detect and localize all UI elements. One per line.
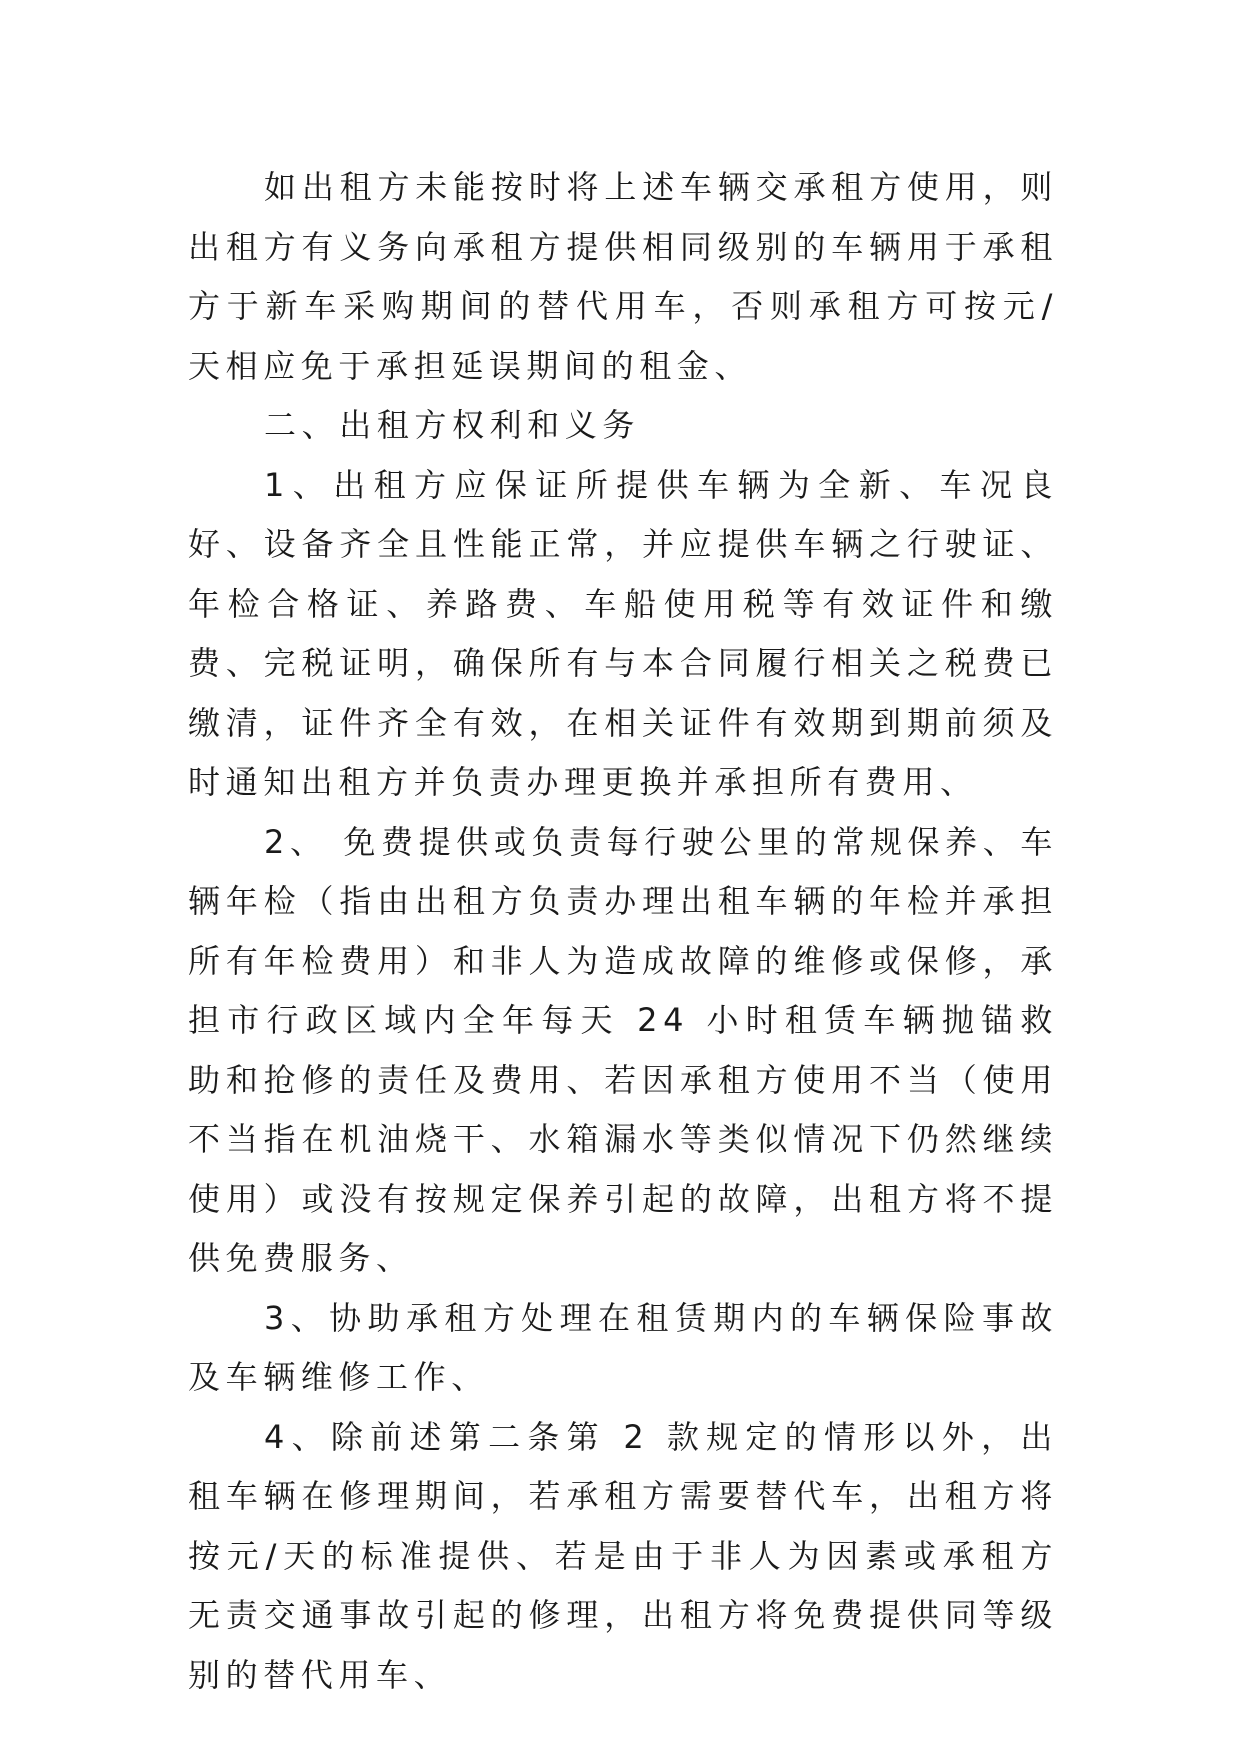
clause-3: 3、协助承租方处理在租赁期内的车辆保险事故及车辆维修工作、 — [188, 1298, 1058, 1396]
clause-2: 2、 免费提供或负责每行驶公里的常规保养、车辆年检（指由出租方负责办理出租车辆的年检并承担所有年检费用）和非人为造成故障的维修或保修，承担市行政区域内全年每天 24 小时租赁车辆抛锚救助和抢修的责任及费用、若因承租方使用不当（使用不当指在机油烧干、水箱漏水等类似情况下仍然继续使用）或没有按规定保养引起的故障，出租方将不提供免费服务、 — [188, 822, 1058, 1277]
paragraph-lease-delay: 如出租方未能按时将上述车辆交承租方使用，则出租方有义务向承租方提供相同级别的车辆用于承租方于新车采购期间的替代用车，否则承租方可按元/天相应免于承担延误期间的租金、 — [188, 168, 1058, 385]
section-heading-lessor-rights: 二、出租方权利和义务 — [264, 406, 641, 444]
clause-4: 4、除前述第二条第 2 款规定的情形以外，出租车辆在修理期间，若承租方需要替代车，出租方将按元/天的标准提供、若是由于非人为因素或承租方无责交通事故引起的修理，出租方将免费提供同等级别的替代用车、 — [188, 1417, 1058, 1694]
document-body — [188, 158, 1058, 1705]
clause-1: 1、出租方应保证所提供车辆为全新、车况良好、设备齐全且性能正常，并应提供车辆之行驶证、年检合格证、养路费、车船使用税等有效证件和缴费、完税证明，确保所有与本合同履行相关之税费已缴清，证件齐全有效，在相关证件有效期到期前须及时通知出租方并负责办理更换并承担所有费用、 — [188, 465, 1058, 801]
